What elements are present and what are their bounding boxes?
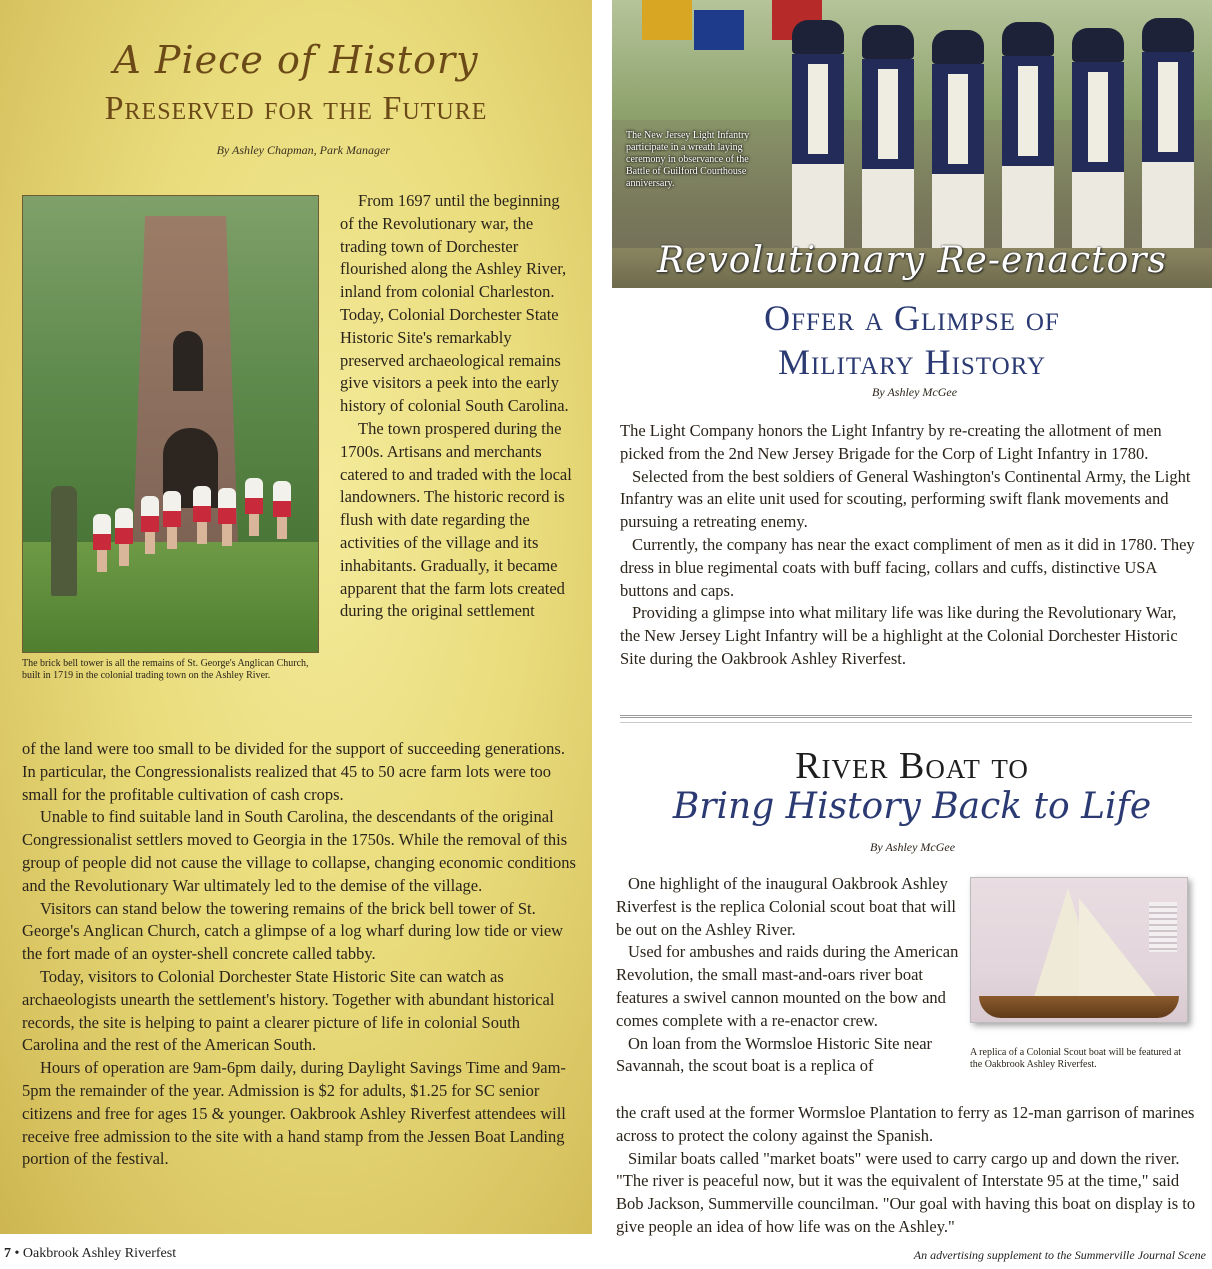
soldier-figure xyxy=(1072,28,1124,262)
page-number: 7 xyxy=(4,1246,11,1261)
flag xyxy=(642,0,692,40)
tower-window xyxy=(173,331,203,391)
boat-hull xyxy=(979,996,1179,1018)
section-divider xyxy=(620,715,1192,723)
article-title: River Boat to xyxy=(795,745,1029,787)
article-body xyxy=(620,420,1195,671)
footer-separator: • xyxy=(14,1246,20,1261)
article-title: Preserved for the Future xyxy=(104,90,488,127)
article-title xyxy=(612,296,1212,384)
student-figure xyxy=(245,478,263,536)
paragraph: On loan from the Wormsloe Historic Site near Savannah, the scout boat is a replica of xyxy=(616,1033,933,1076)
sail xyxy=(1079,898,1159,1000)
scout-boat-photo xyxy=(970,877,1188,1023)
article-body-narrow xyxy=(616,873,961,1078)
title-line: Offer a Glimpse of xyxy=(764,298,1060,338)
student-figure xyxy=(163,491,181,549)
soldier-figure xyxy=(862,25,914,259)
park-ranger-figure xyxy=(51,486,77,596)
article-title-script: Revolutionary Re-enactors xyxy=(657,240,1167,281)
article-title-script: Bring History Back to Life xyxy=(672,786,1152,827)
paragraph: From 1697 until the beginning of the Revolutionary war, the trading town of Dorchester flourished along the Ashley River, inland from colonial Charleston. Today, Colonial Dorchester State Historic Site's remarkably preserved archaeological remains give visitors a peek into the early history of colonial South Carolina. xyxy=(340,191,569,416)
paragraph: Currently, the company has near the exact compliment of men as it did in 1780. They dress in blue regimental coats with buff facing, collars and cuffs, distinctive USA buttons and caps. xyxy=(620,534,1195,600)
photo-caption: A replica of a Colonial Scout boat will be featured at the Oakbrook Ashley Riverfest. xyxy=(970,1047,1182,1070)
paragraph: Visitors can stand below the towering remains of the brick bell tower of St. George's Anglican Church, catch a glimpse of a log wharf during low tide or view the fort made of an oyster-shell concrete called tabby. xyxy=(22,898,564,964)
paragraph: The town prospered during the 1700s. Artisans and merchants catered to and traded with the local landowners. The historic record is flush with date regarding the activities of the village and its inhabitants. Gradually, it became apparent that the farm lots created during the original settlement xyxy=(340,418,572,621)
student-figure xyxy=(141,496,159,554)
paragraph: Providing a glimpse into what military life was like during the Revolutionary War, the New Jersey Light Infantry will be a highlight at the Colonial Dorchester Historic Site during the Oakbrook Ashley Riverfest. xyxy=(620,603,1178,668)
paragraph: Used for ambushes and raids during the American Revolution, the small mast-and-oars river boat features a swivel cannon mounted on the bow and comes complete with a re-enactor crew. xyxy=(616,942,959,1030)
photo-caption: The New Jersey Light Infantry participate in a wreath laying ceremony in observance of the Battle of Guilford Courthouse anniversary. xyxy=(626,130,750,189)
paragraph: One highlight of the inaugural Oakbrook Ashley Riverfest is the replica Colonial scout boat that will be out on the Ashley River. xyxy=(616,874,957,939)
article-byline: By Ashley Chapman, Park Manager xyxy=(216,143,390,157)
article-title-script: A Piece of History xyxy=(113,38,479,82)
article-body-wide xyxy=(22,738,578,1171)
soldier-figure xyxy=(932,30,984,264)
paragraph: of the land were too small to be divided for the support of succeeding generations. In particular, the Congressionalists realized that 45 to 50 acre farm lots were too small for the profitable cultivation of cash crops. xyxy=(22,739,565,804)
supplement-note: An advertising supplement to the Summerville Journal Scene xyxy=(913,1248,1206,1262)
paragraph: Selected from the best soldiers of General Washington's Continental Army, the Light Infantry was an elite unit used for scouting, performing swift flank movements and pursuing a retreating enemy. xyxy=(620,466,1191,532)
title-line: Military History xyxy=(777,342,1047,382)
article-byline: By Ashley McGee xyxy=(870,840,956,854)
student-figure xyxy=(273,481,291,539)
paragraph: the craft used at the former Wormsloe Plantation to ferry as 12-man garrison of marines across to protect the colony against the Spanish. xyxy=(616,1103,1195,1145)
left-page xyxy=(0,0,592,1234)
footer-folio xyxy=(4,1246,176,1262)
paragraph: Hours of operation are 9am-6pm daily, during Daylight Savings Time and 9am-5pm the remainder of the year. Admission is $2 for adults, $1.25 for SC senior citizens and free for ages 15 & younger. Oakbrook Ashley Riverfest attendees will receive free admission to the site with a hand stamp from the Jessen Boat Landing portion of the festival. xyxy=(22,1058,566,1169)
article-byline: By Ashley McGee xyxy=(872,385,958,399)
student-figure xyxy=(193,486,211,544)
paragraph: Today, visitors to Colonial Dorchester State Historic Site can watch as archaeologists unearth the settlement's history. Together with abundant historical records, the site is helping to paint a clearer picture of life in colonial South Carolina and the rest of the American South. xyxy=(22,966,555,1055)
article-body-narrow xyxy=(340,190,576,623)
flag xyxy=(694,10,744,50)
soldier-figure xyxy=(1002,22,1054,256)
bell-tower-photo xyxy=(22,195,319,653)
student-figure xyxy=(218,488,236,546)
soldier-figure xyxy=(1142,18,1194,252)
soldier-figure xyxy=(792,20,844,254)
paragraph: The Light Company honors the Light Infantry by re-creating the allotment of men picked from the 2nd New Jersey Brigade for the Corp of Light Infantry in 1780. xyxy=(620,421,1162,463)
publication-name: Oakbrook Ashley Riverfest xyxy=(22,1246,177,1261)
student-figure xyxy=(93,514,111,572)
photo-caption: The brick bell tower is all the remains of St. George's Anglican Church, built in 1719 in the colonial trading town on the Ashley River. xyxy=(22,658,309,681)
paragraph: Unable to find suitable land in South Carolina, the descendants of the original Congressionalist settlers moved to Georgia in the 1750s. While the removal of this group of people did not cause the village to collapse, changing economic conditions and the Revolutionary War ultimately led to the demise of the village. xyxy=(22,807,576,895)
paragraph: Similar boats called "market boats" were used to carry cargo up and down the river. "The river is peaceful now, but it was the equivalent of Interstate 95 at the time," said Bob Jackson, Summerville councilman. "Our goal with having this boat on display is to give people an idea of how life was on the Ashley." xyxy=(616,1148,1196,1236)
wall-vent xyxy=(1149,902,1177,952)
student-figure xyxy=(115,508,133,566)
article-body-wide xyxy=(616,1102,1196,1239)
